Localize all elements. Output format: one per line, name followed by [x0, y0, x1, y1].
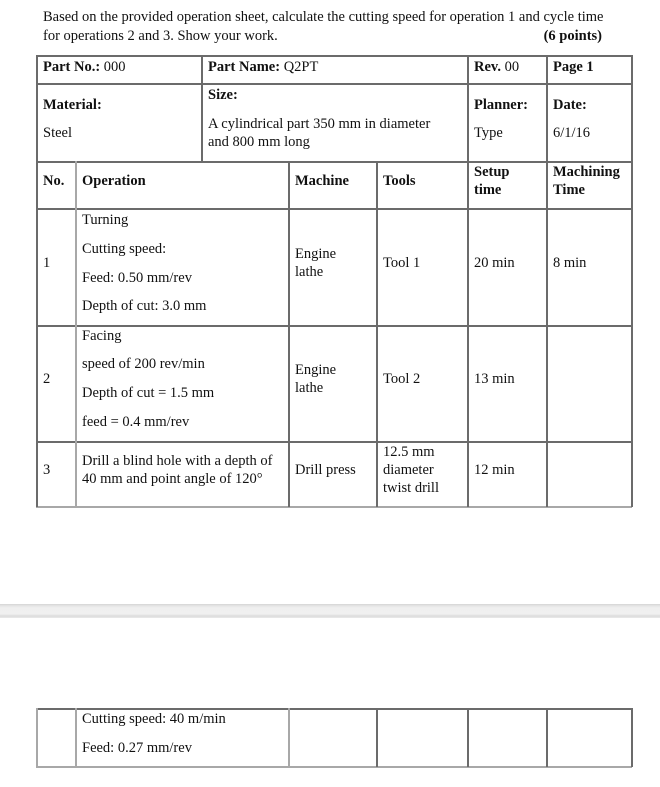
operation-line: Cutting speed: 40 m/min: [82, 711, 226, 727]
planner-value: Type: [474, 125, 503, 141]
operation-line: Depth of cut = 1.5 mm: [82, 385, 215, 401]
col-header-tools: Tools: [383, 173, 416, 189]
operation-line: Feed: 0.50 mm/rev: [82, 270, 192, 286]
material-label: Material:: [43, 97, 102, 113]
revision: [474, 58, 519, 76]
part-name-value: Q2PT: [280, 59, 319, 75]
row-no: 2: [43, 371, 51, 387]
material-value: Steel: [43, 125, 72, 141]
size-line2: and 800 mm long: [208, 134, 310, 150]
col-header-operation: Operation: [82, 173, 146, 189]
col-header-no: No.: [43, 173, 65, 189]
machine: Engine lathe: [295, 362, 337, 396]
operation-line: 40 mm and point angle of 120°: [82, 471, 263, 487]
row-no: 1: [43, 255, 51, 271]
operation-line: speed of 200 rev/min: [82, 356, 205, 372]
size-line1: A cylindrical part 350 mm in diameter: [208, 116, 431, 132]
machine: Engine lathe: [295, 246, 337, 280]
col-header-machine: Machine: [295, 173, 349, 189]
question-text-line1: Based on the provided operation sheet, calculate the cutting speed for operation 1 and cycle time: [43, 9, 604, 25]
setup-time: 20 min: [474, 255, 515, 271]
operation-line: Turning: [82, 212, 129, 228]
part-name-label: Part Name:: [208, 59, 281, 75]
machine: Drill press: [295, 462, 356, 478]
part-no-value: 000: [100, 59, 126, 75]
operation-line: Facing: [82, 328, 122, 344]
operation-line: Cutting speed:: [82, 241, 167, 257]
machining-time: 8 min: [553, 255, 587, 271]
tool: 12.5 mm diameter twist drill: [383, 444, 439, 496]
tool: Tool 1: [383, 255, 421, 271]
planner-label: Planner:: [474, 97, 528, 113]
setup-time: 12 min: [474, 462, 515, 478]
operation-line: Depth of cut: 3.0 mm: [82, 298, 207, 314]
size-label: Size:: [208, 87, 238, 103]
part-name: [208, 58, 318, 76]
operation-line: Feed: 0.27 mm/rev: [82, 740, 192, 756]
tool: Tool 2: [383, 371, 421, 387]
part-no-label: Part No.:: [43, 59, 101, 75]
row-no: 3: [43, 462, 51, 478]
page-number: Page 1: [553, 59, 594, 75]
col-header-machining-time: Machining Time: [553, 164, 620, 198]
rev-value: 00: [500, 59, 520, 75]
date-value: 6/1/16: [553, 125, 591, 141]
setup-time: 13 min: [474, 371, 515, 387]
page-separator: [0, 604, 660, 618]
points-label: (6 points): [543, 28, 602, 44]
rev-label: Rev.: [474, 59, 501, 75]
date-label: Date:: [553, 97, 587, 113]
operation-line: feed = 0.4 mm/rev: [82, 414, 190, 430]
part-no: [43, 58, 126, 76]
col-header-setup-time: Setup time: [474, 164, 510, 198]
question-text-line2: for operations 2 and 3. Show your work.: [43, 28, 278, 44]
operation-line: Drill a blind hole with a depth of: [82, 453, 273, 469]
